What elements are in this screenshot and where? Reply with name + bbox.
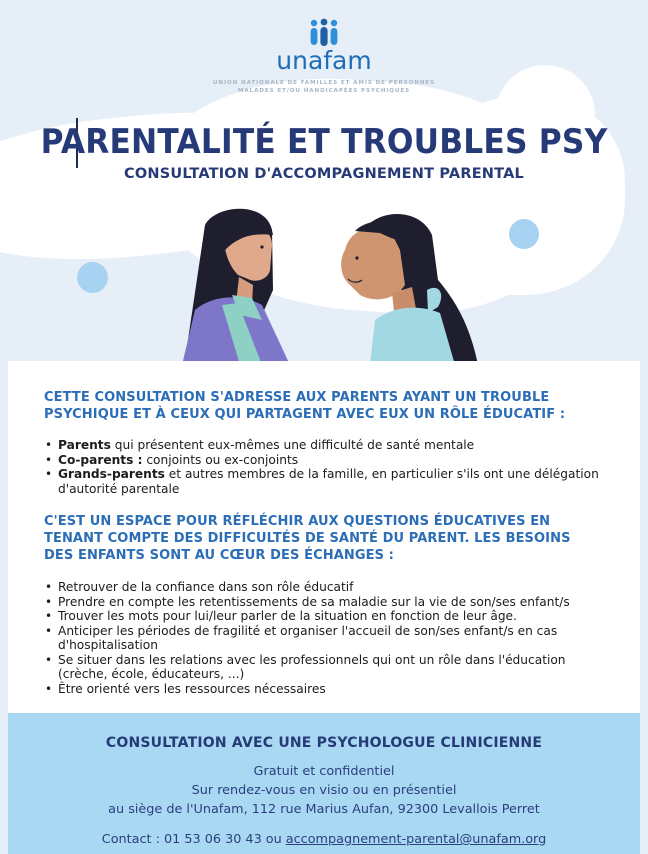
list-item: • Se situer dans les relations avec les professionnels qui ont un rôle dans l'éducation (crèche, école, éducateurs, ...) xyxy=(58,653,618,682)
logo-wordmark: unafam xyxy=(276,46,372,75)
list-item-text: et autres membres de la famille, en particulier s'ils ont une délégation d'autorité parentale xyxy=(58,467,599,496)
list-item-text: qui présentent eux-mêmes une difficulté de santé mentale xyxy=(110,438,475,452)
list-item-text: conjoints ou ex-conjoints xyxy=(142,452,299,467)
unafam-logo xyxy=(0,18,648,95)
list-item: • Prendre en compte les retentissements de sa maladie sur la vie de son/ses enfant/s xyxy=(58,595,618,610)
right-woman-figure xyxy=(341,214,478,365)
audience-list xyxy=(58,438,603,496)
logo-subtitle-line: MALADES ET/OU HANDICAPÉES PSYCHIQUES xyxy=(237,88,411,94)
goals-list xyxy=(58,580,618,696)
list-item-bold: Grands-parents xyxy=(58,467,165,481)
footer-line: au siège de l'Unafam, 112 rue Marius Aufan, 92300 Levallois Perret xyxy=(108,802,540,817)
footer-line: Gratuit et confidentiel xyxy=(253,764,395,779)
contact-phone: Contact : 01 53 06 30 43 ou xyxy=(101,832,286,847)
list-item xyxy=(58,453,603,468)
list-item-bold: Parents xyxy=(58,438,111,452)
section-heading: C'EST UN ESPACE POUR RÉFLÉCHIR AUX QUESTIONS ÉDUCATIVES EN TENANT COMPTE DES DIFFICULTÉS DE SANTÉ DU PARENT. LES BESOINS DES ENFANTS SONT AU CŒUR DES ÉCHANGES : xyxy=(44,514,571,563)
page-subtitle: CONSULTATION D'ACCOMPAGNEMENT PARENTAL xyxy=(124,166,524,182)
logo-subtitle xyxy=(0,79,648,95)
page-title: PARENTALITÉ ET TROUBLES PSY xyxy=(40,122,608,162)
email-link[interactable]: accompagnement-parental@unafam.org xyxy=(285,832,547,847)
footer-details xyxy=(8,762,640,819)
list-item: • Retrouver de la confiance dans son rôle éducatif xyxy=(58,580,618,595)
left-woman-figure xyxy=(182,209,290,365)
people-logo-icon xyxy=(306,18,342,48)
logo-subtitle-line: UNION NATIONALE DE FAMILLES ET AMIS DE PERSONNES xyxy=(212,80,436,86)
footer-title: CONSULTATION AVEC UNE PSYCHOLOGUE CLINICIENNE xyxy=(105,735,543,751)
footer-line: Sur rendez-vous en visio ou en présentiel xyxy=(191,783,457,798)
two-women-illustration xyxy=(0,195,648,365)
title-block xyxy=(0,118,648,182)
list-item: • Anticiper les périodes de fragilité et organiser l'accueil de son/ses enfant/s en cas d'hospitalisation xyxy=(58,624,618,653)
list-item-bold: Co-parents : xyxy=(58,452,143,467)
list-item: • Trouver les mots pour lui/leur parler de la situation en fonction de leur âge. xyxy=(58,609,618,624)
section-heading: CETTE CONSULTATION S'ADRESSE AUX PARENTS AYANT UN TROUBLE PSYCHIQUE ET À CEUX QUI PARTAGENT AVEC EUX UN RÔLE ÉDUCATIF : xyxy=(44,390,566,422)
list-item: • Être orienté vers les ressources nécessaires xyxy=(58,682,618,697)
list-item xyxy=(58,438,603,453)
content-card xyxy=(8,361,640,713)
contact-line xyxy=(8,832,640,847)
contact-footer xyxy=(8,713,640,854)
list-item xyxy=(58,467,603,496)
